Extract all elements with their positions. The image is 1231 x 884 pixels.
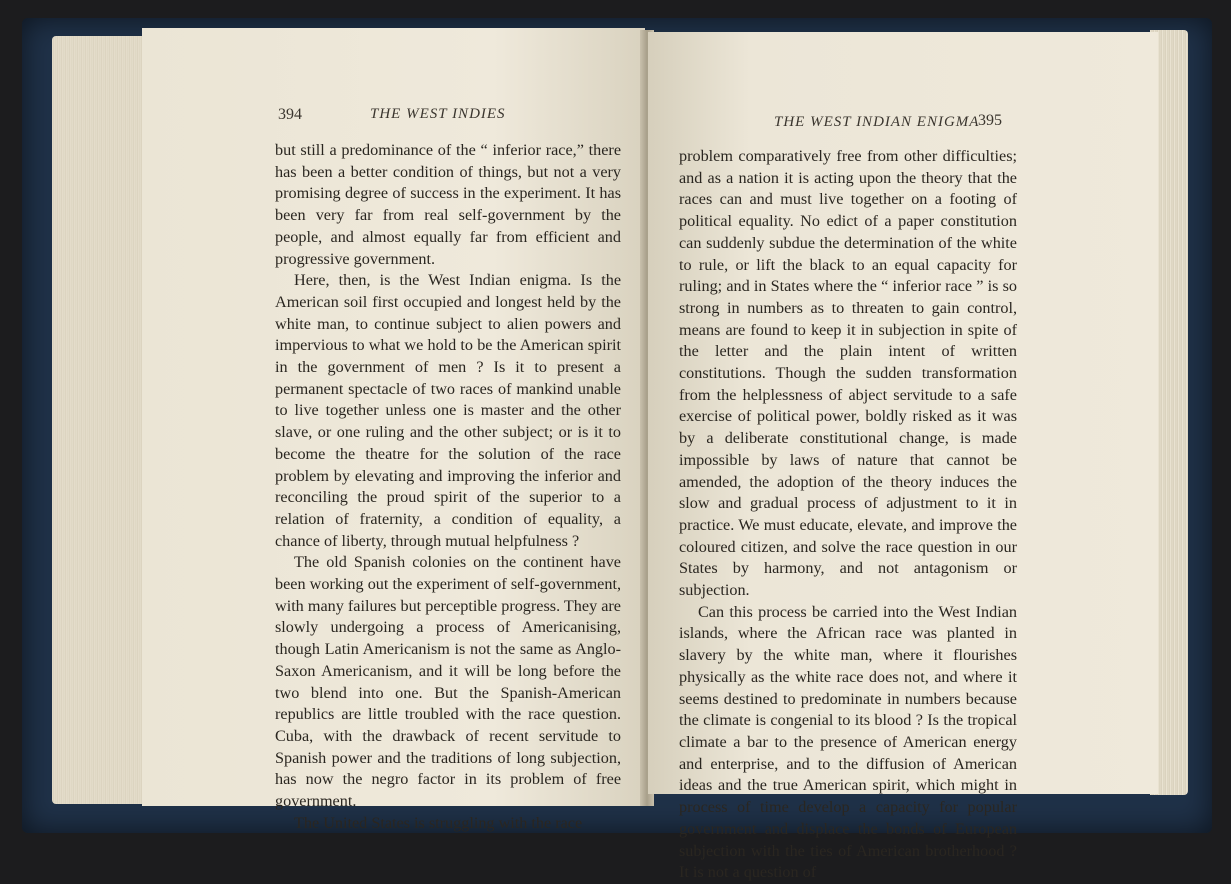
right-page-number: 395: [978, 112, 1002, 129]
paragraph: but still a predominance of the “ inferior race,” there has been a better condition of things, but not a very promising degree of success in the experiment. It has been very far from real self-government by the people, and almost equally far from efficient and progressive government.: [275, 141, 621, 268]
right-running-title: THE WEST INDIAN ENIGMA: [774, 114, 980, 130]
right-page: [648, 32, 1158, 882]
left-page: [142, 28, 645, 832]
right-page-body: [679, 146, 1017, 884]
left-page-number: 394: [278, 106, 302, 123]
left-running-title: THE WEST INDIES: [370, 106, 506, 122]
paragraph: Here, then, is the West Indian enigma. Is the American soil first occupied and longest held by the white man, to continue subject to alien powers and impervious to what we hold to be the American spirit in the government of men ? Is it to present a permanent spectacle of two races of mankind unable to live together unless one is master and the other slave, or one ruling and the other subject; or is it to become the theatre for the solution of the race problem by elevating and improving the inferior and reconciling the proud spirit of the superior to a relation of fraternity, a condition of equality, a chance of liberty, through mutual helpfulness ?: [275, 271, 621, 550]
paragraph: The United States is struggling with the race: [294, 813, 583, 832]
paragraph: The old Spanish colonies on the continent have been working out the experiment of self-government, with many failures but perceptible progress. They are slowly undergoing a process of Americanising, though Latin Americanism is not the same as Anglo-Saxon Americanism, and it will be long before the two blend into one. But the Spanish-American republics are little troubled with the race question. Cuba, with the drawback of recent servitude to Spanish power and the traditions of long subjection, has now the negro factor in its problem of free government.: [275, 553, 621, 811]
left-page-body: [275, 140, 621, 835]
page-edges-left: [52, 36, 148, 804]
paragraph: problem comparatively free from other difficulties; and as a nation it is acting upon the theory that the races can and must live together on a footing of political equality. No edict of a paper constitution can suddenly subdue the determination of the white to rule, or lift the black to an equal capacity for ruling; and in States where the “ inferior race ” is so strong in numbers as to threaten to gain control, means are found to keep it in subjection in spite of the letter and the plain intent of written constitutions. Though the sudden transformation from the helplessness of abject servitude to a safe exercise of political power, boldly risked as it was by a deliberate constitutional change, is made impossible by laws of nature that cannot be amended, the adoption of the theory induces the slow and gradual process of adjustment to it in practice. We must educate, elevate, and improve the coloured citizen, and solve the race question in our States by harmony, and not antagonism or subjection.: [679, 147, 1017, 600]
paragraph: Can this process be carried into the West Indian islands, where the African race was planted in slavery by the white man, where it flourishes physically as the white race does not, and where it seems destined to predominate in numbers because the climate is congenial to its blood ? Is the tropical climate a bar to the presence of American energy and enterprise, and to the diffusion of American ideas and the true American spirit, which might in process of time develop a capacity for popular government and displace the bonds of European subjection with the ties of American brotherhood ? It is not a question of: [679, 602, 1017, 882]
